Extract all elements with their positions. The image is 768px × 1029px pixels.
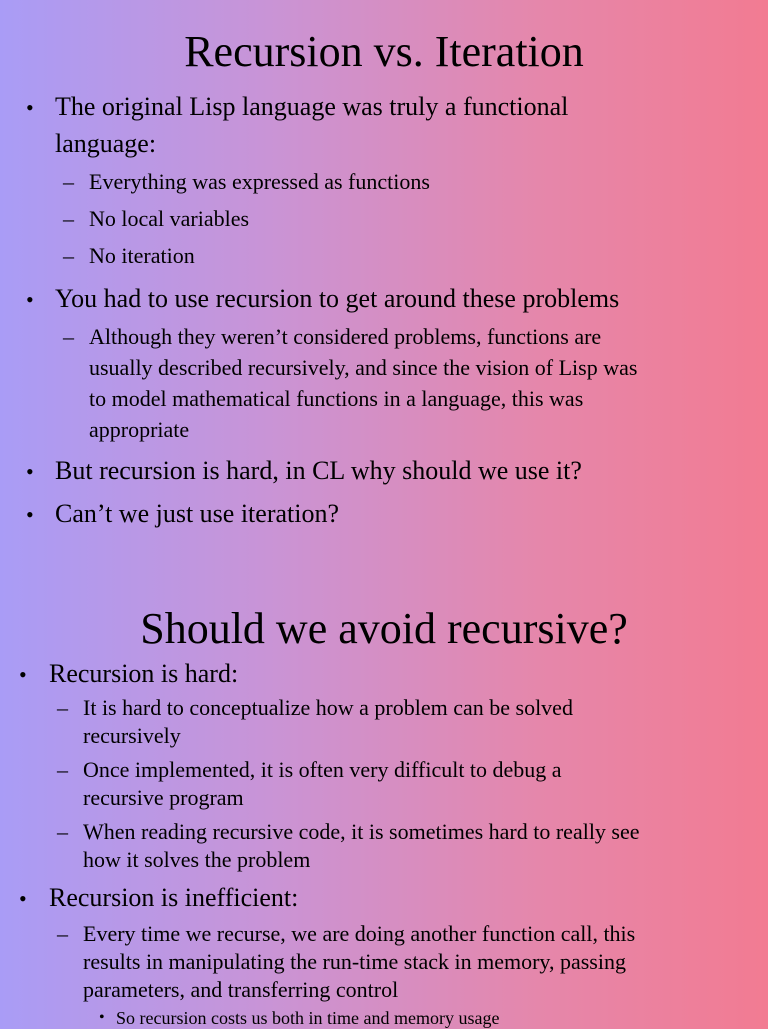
bullet-text: But recursion is hard, in CL why should we use it?: [55, 456, 582, 485]
sub-bullet-text-continued: usually described recursively, and since the vision of Lisp was: [89, 355, 638, 380]
bullet-text: The original Lisp language was truly a functional: [55, 92, 569, 121]
sub-bullet-text: No local variables: [89, 206, 250, 231]
dash-icon: –: [63, 324, 74, 349]
sub-bullet-text: Everything was expressed as functions: [89, 169, 430, 194]
sub-bullet-text: No iteration: [89, 243, 195, 268]
bullet-text: Recursion is inefficient:: [49, 883, 299, 912]
sub-bullet-text-continued: to model mathematical functions in a language, this was: [89, 386, 584, 411]
dash-icon: –: [63, 243, 74, 268]
slide-should-we-avoid-recursive: [0, 575, 768, 1028]
dash-icon: –: [57, 819, 68, 844]
bullet-text-continued: language:: [55, 129, 157, 158]
sub-bullet-text-continued: recursive program: [83, 785, 244, 810]
sub-bullet-text-continued: results in manipulating the run-time stack in memory, passing: [83, 949, 626, 974]
bullet-icon: •: [19, 886, 27, 911]
bullet-text: Recursion is hard:: [49, 659, 239, 688]
bullet-icon: •: [26, 459, 34, 484]
sub-bullet-text-continued: appropriate: [89, 417, 190, 442]
bullet-icon: •: [26, 287, 34, 312]
sub-bullet-text: When reading recursive code, it is sometimes hard to really see: [83, 819, 640, 844]
dash-icon: –: [57, 921, 68, 946]
bullet-icon: •: [26, 95, 34, 120]
sub-sub-bullet-text: So recursion costs us both in time and memory usage: [116, 1008, 500, 1028]
slide-title: Should we avoid recursive?: [140, 604, 628, 653]
dash-icon: –: [57, 757, 68, 782]
sub-bullet-text-continued: recursively: [83, 723, 181, 748]
dash-icon: –: [57, 695, 68, 720]
sub-bullet-icon: •: [99, 1009, 105, 1026]
sub-bullet-text: It is hard to conceptualize how a problem can be solved: [83, 695, 573, 720]
dash-icon: –: [63, 169, 74, 194]
bullet-icon: •: [26, 502, 34, 527]
sub-bullet-text: Every time we recurse, we are doing another function call, this: [83, 921, 636, 946]
dash-icon: –: [63, 206, 74, 231]
sub-bullet-text: Although they weren’t considered problems, functions are: [89, 324, 602, 349]
bullet-text: Can’t we just use iteration?: [55, 499, 340, 528]
slide-title: Recursion vs. Iteration: [184, 27, 584, 76]
bullet-text: You had to use recursion to get around these problems: [55, 284, 620, 313]
sub-bullet-text: Once implemented, it is often very difficult to debug a: [83, 757, 562, 782]
sub-bullet-text-continued: how it solves the problem: [83, 847, 311, 872]
sub-bullet-text-continued: parameters, and transferring control: [83, 977, 399, 1002]
bullet-icon: •: [19, 662, 27, 687]
